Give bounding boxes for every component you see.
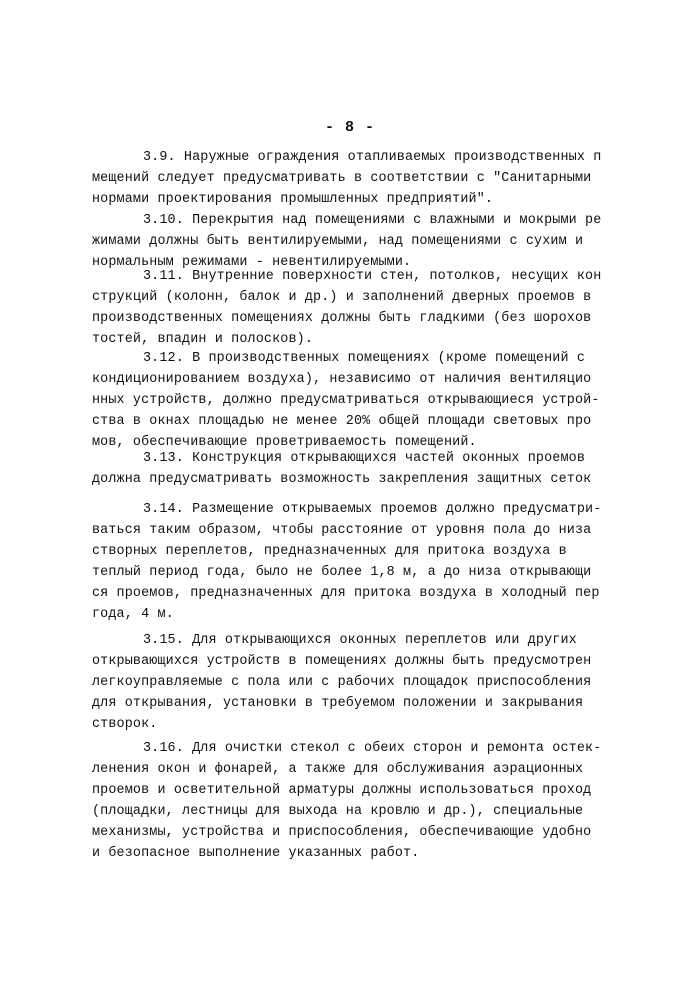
text-line: теплый период года, было не более 1,8 м, а до низа открывающи xyxy=(92,565,592,580)
text-line: для открывания, установки в требуемом положении и закрывания xyxy=(92,696,584,711)
text-line: кондиционированием воздуха), независимо от наличия вентиляцио xyxy=(92,372,592,387)
text-line: 3.12. В производственных помещениях (кроме помещений с xyxy=(143,351,586,366)
text-line: ваться таким образом, чтобы расстояние от уровня пола до низа xyxy=(92,523,592,538)
text-line: жимами должны быть вентилируемыми, над помещениями с сухим и xyxy=(92,234,584,249)
text-line: открывающихся устройств в помещениях должны быть предусмотрен xyxy=(92,654,592,669)
text-line: механизмы, устройства и приспособления, обеспечивающие удобно xyxy=(92,825,592,840)
text-line: 3.9. Наружные ограждения отапливаемых производственных п xyxy=(143,150,602,165)
text-line: мов, обеспечивающие проветриваемость помещений. xyxy=(92,435,477,450)
text-line: нных устройств, должно предусматриваться открывающиеся устрой- xyxy=(92,393,600,408)
text-line: и безопасное выполнение указанных работ. xyxy=(92,846,420,861)
text-line: нормами проектирования промышленных предприятий". xyxy=(92,192,494,207)
text-line: ленения окон и фонарей, а также для обслуживания аэрационных xyxy=(92,762,584,777)
text-line: 3.11. Внутренние поверхности стен, потолков, несущих кон xyxy=(143,269,602,284)
text-line: производственных помещениях должны быть гладкими (без шорохов xyxy=(92,311,592,326)
text-line: должна предусматривать возможность закрепления защитных сеток xyxy=(92,472,592,487)
text-line: проемов и осветительной арматуры должны использоваться проход xyxy=(92,783,592,798)
text-line: створных переплетов, предназначенных для притока воздуха в xyxy=(92,544,567,559)
text-line: 3.15. Для открывающихся оконных переплетов или других xyxy=(143,633,577,648)
text-line: ства в окнах площадью не менее 20% общей площади световых про xyxy=(92,414,592,429)
page-number: - 8 - xyxy=(324,119,375,136)
text-line: струкций (колонн, балок и др.) и заполнений дверных проемов в xyxy=(92,290,592,305)
text-line: 3.16. Для очистки стекол с обеих сторон и ремонта остек- xyxy=(143,741,602,756)
text-line: ся проемов, предназначенных для притока воздуха в холодный пер xyxy=(92,586,600,601)
text-line: 3.13. Конструкция открывающихся частей оконных проемов xyxy=(143,451,586,466)
text-line: тостей, впадин и полосков). xyxy=(92,332,314,347)
text-line: створок. xyxy=(92,717,158,732)
text-line: 3.14. Размещение открываемых проемов должно предусматри- xyxy=(143,502,602,517)
text-line: (площадки, лестницы для выхода на кровлю и др.), специальные xyxy=(92,804,584,819)
text-line: легкоуправляемые с пола или с рабочих площадок приспособления xyxy=(92,675,592,690)
text-line: 3.10. Перекрытия над помещениями с влажными и мокрыми ре xyxy=(143,213,602,228)
text-line: нормальным режимами - невентилируемыми. xyxy=(92,255,412,270)
text-line: мещений следует предусматривать в соответствии с "Санитарными xyxy=(92,171,592,186)
text-line: года, 4 м. xyxy=(92,607,174,622)
